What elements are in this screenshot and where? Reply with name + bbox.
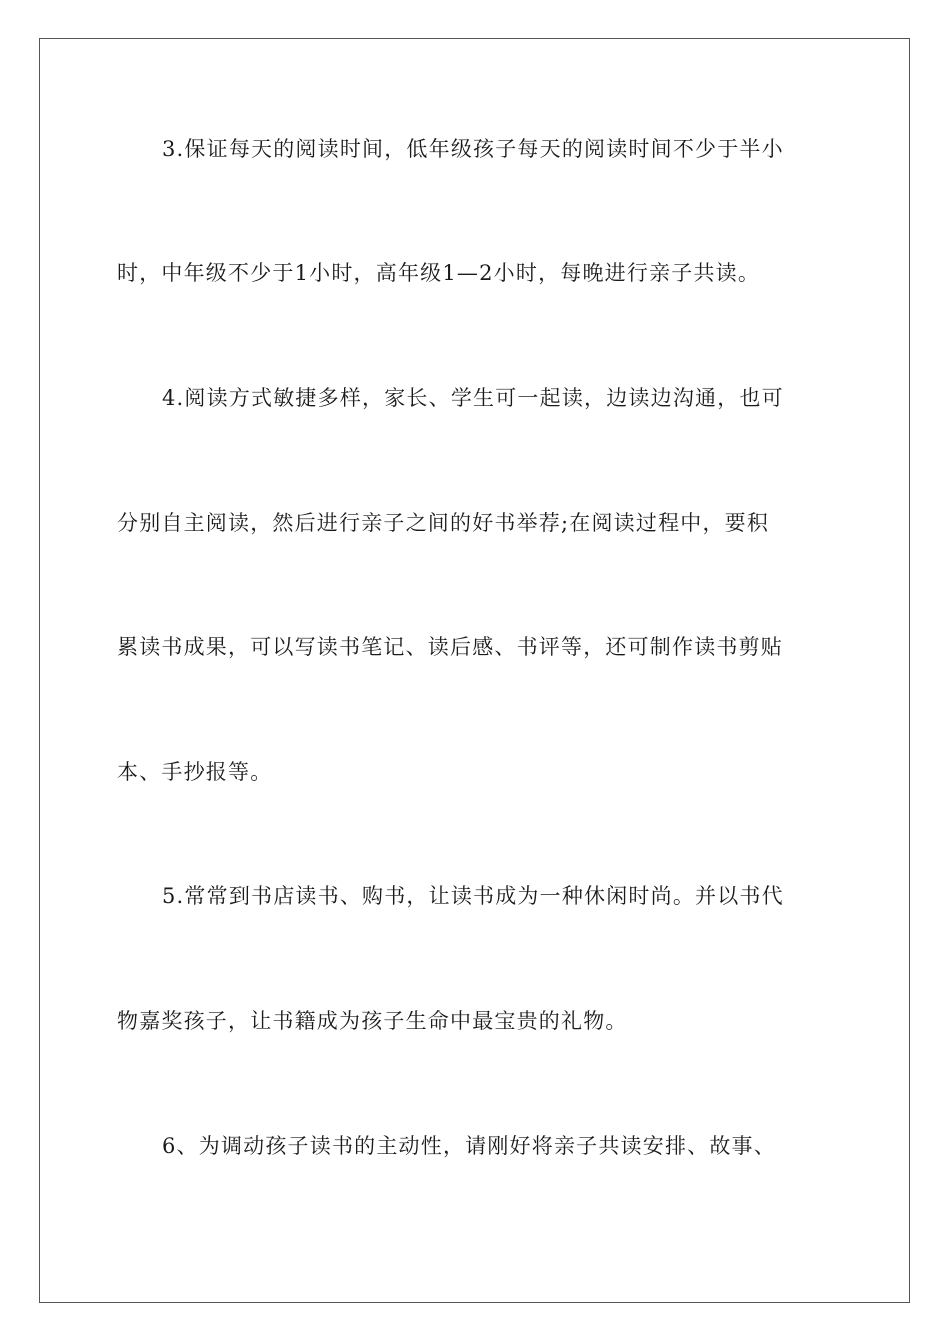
paragraph-5-line-1: 5.常常到书店读书、购书，让读书成为一种休闲时尚。并以书代 bbox=[162, 884, 784, 908]
paragraph-4-line-2: 分别自主阅读，然后进行亲子之间的好书举荐;在阅读过程中，要积 bbox=[117, 511, 770, 535]
paragraph-6-line-1: 6、为调动孩子读书的主动性，请刚好将亲子共读安排、故事、 bbox=[162, 1134, 776, 1158]
paragraph-3-line-1: 3.保证每天的阅读时间，低年级孩子每天的阅读时间不少于半小 bbox=[162, 137, 784, 161]
paragraph-4-line-1: 4.阅读方式敏捷多样，家长、学生可一起读，边读边沟通，也可 bbox=[162, 386, 784, 410]
paragraph-4-line-4: 本、手抄报等。 bbox=[117, 760, 273, 784]
page-border bbox=[39, 38, 910, 1303]
paragraph-5-line-2: 物嘉奖孩子，让书籍成为孩子生命中最宝贵的礼物。 bbox=[117, 1009, 628, 1033]
paragraph-3-line-2: 时，中年级不少于1小时，高年级1—2小时，每晚进行亲子共读。 bbox=[117, 261, 761, 285]
paragraph-4-line-3: 累读书成果，可以写读书笔记、读后感、书评等，还可制作读书剪贴 bbox=[117, 635, 783, 659]
